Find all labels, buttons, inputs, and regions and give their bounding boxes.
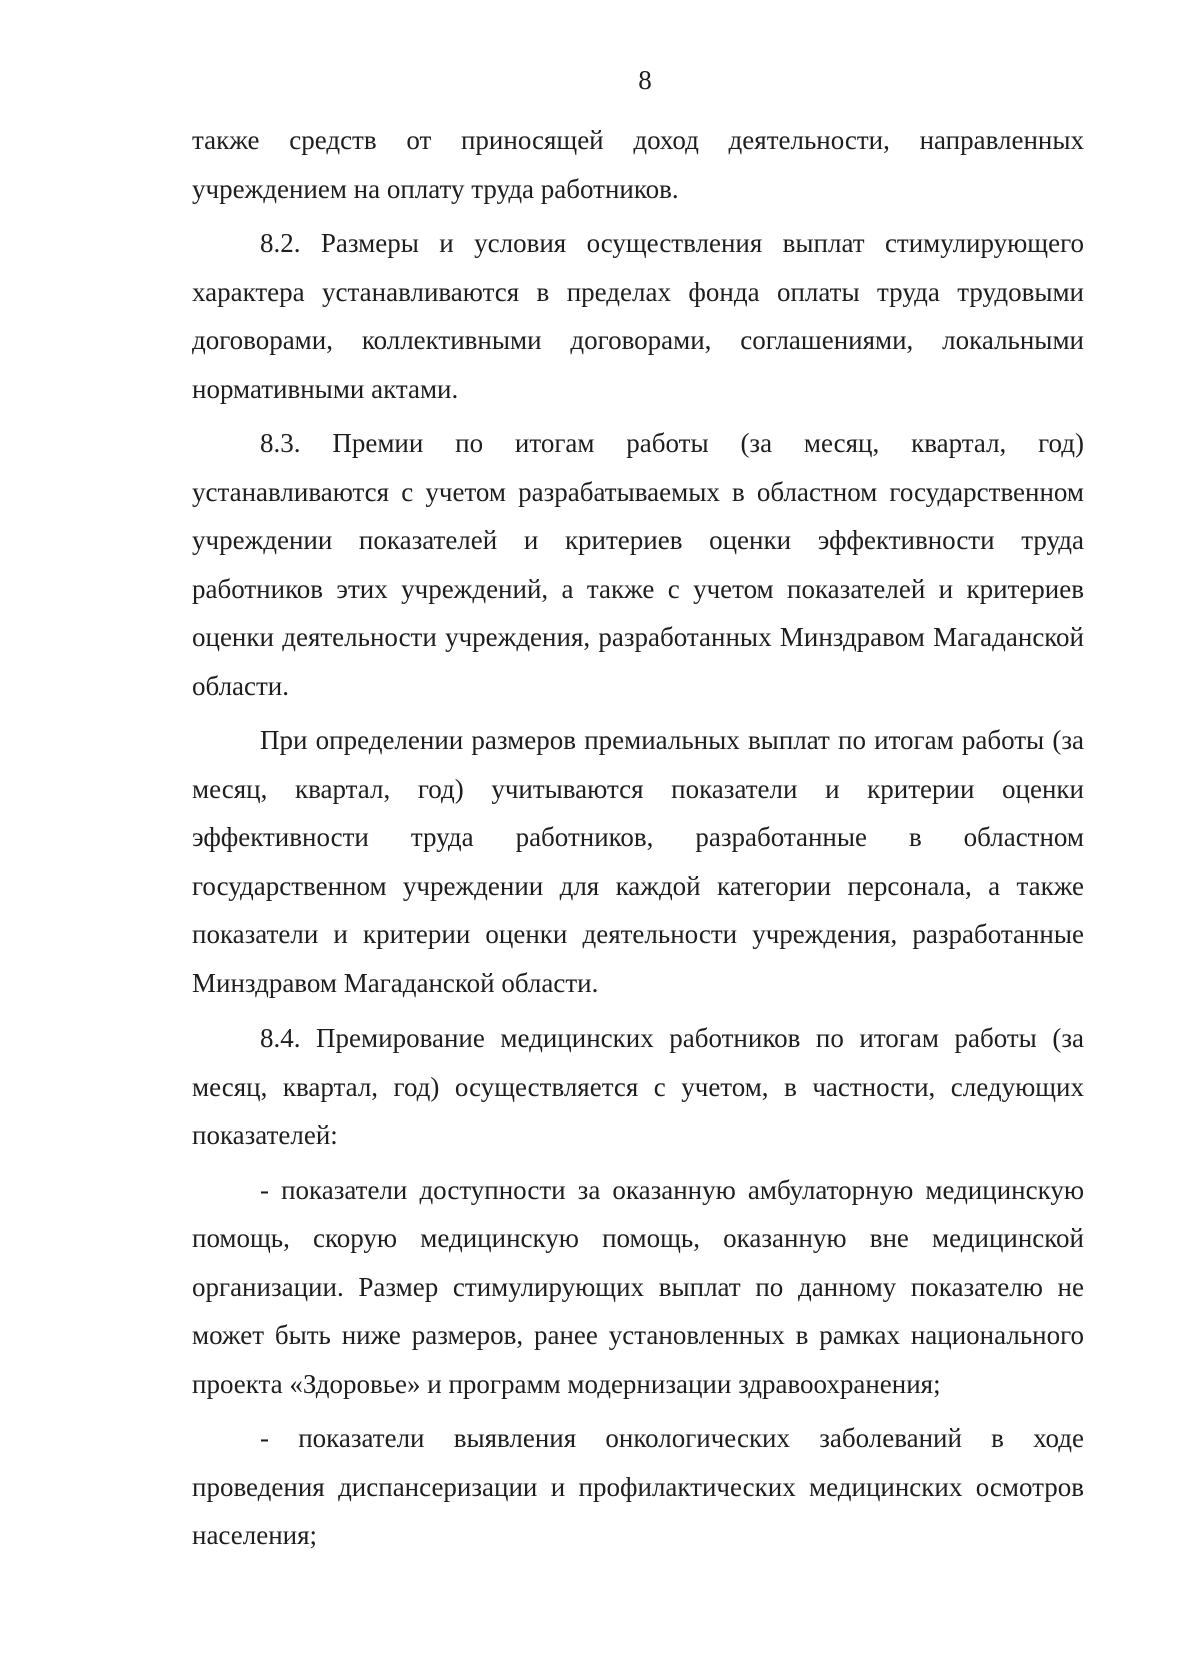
paragraph-8-3: 8.3. Премии по итогам работы (за месяц, квартал, год) устанавливаются с учетом разрабатываемых в областном государственном учреждении показателей и критериев оценки эффективности труда работников этих учреждений, а также с учетом показателей и критериев оценки деятельности учреждения, разработанных Минздравом Магаданской области. — [192, 428, 1084, 701]
document-body — [192, 116, 1084, 1566]
paragraph-premium-determination: При определении размеров премиальных выплат по итогам работы (за месяц, квартал, год) учитываются показатели и критерии оценки эффективности труда работников, разработанные в областном государственном учреждении для каждой категории персонала, а также показатели и критерии оценки деятельности учреждения, разработанные Минздравом Магаданской области. — [192, 725, 1084, 998]
list-item-oncology: - показатели выявления онкологических заболеваний в ходе проведения диспансеризации и профилактических медицинских осмотров населения; — [192, 1423, 1084, 1550]
paragraph-8-4: 8.4. Премирование медицинских работников по итогам работы (за месяц, квартал, год) осуществляется с учетом, в частности, следующих показателей: — [192, 1023, 1084, 1150]
paragraph-continuation: также средств от приносящей доход деятельности, направленных учреждением на оплату труда работников. — [192, 125, 1084, 204]
paragraph-8-2: 8.2. Размеры и условия осуществления выплат стимулирующего характера устанавливаются в пределах фонда оплаты труда трудовыми договорами, коллективными договорами, соглашениями, локальными нормативными актами. — [192, 228, 1084, 404]
page-number: 8 — [638, 65, 652, 95]
list-item-accessibility: - показатели доступности за оказанную амбулаторную медицинскую помощь, скорую медицинскую помощь, оказанную вне медицинской организации. Размер стимулирующих выплат по данному показателю не может быть ниже размеров, ранее установленных в рамках национального проекта «Здоровье» и программ модернизации здравоохранения; — [192, 1174, 1084, 1399]
